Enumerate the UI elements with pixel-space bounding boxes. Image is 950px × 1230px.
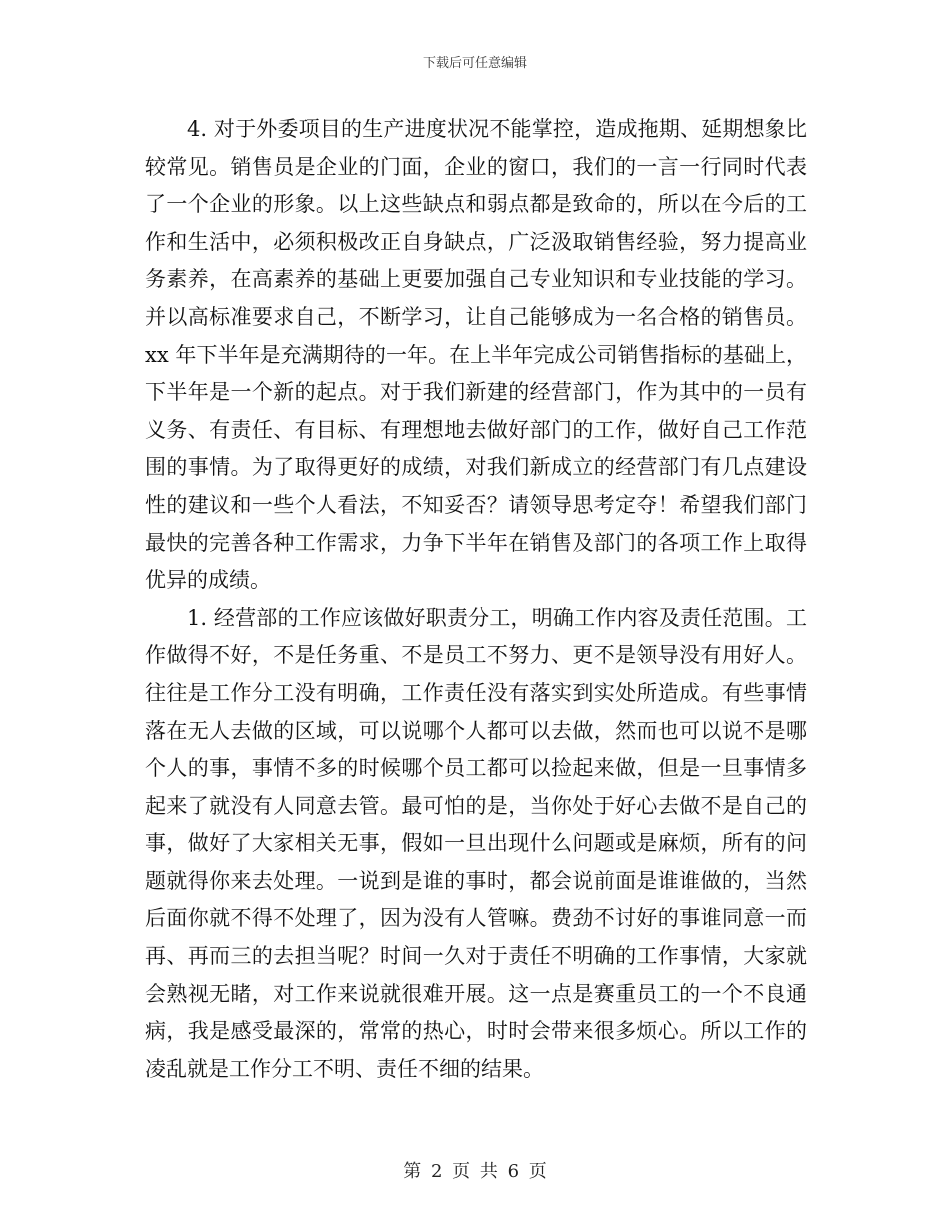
paragraph-2: 1. 经营部的工作应该做好职责分工，明确工作内容及责任范围。工作做得不好，不是任务重、不是员工不努力、更不是领导没有用好人。往往是工作分工没有明确，工作责任没有落实到实处所造成。有些事情落在无人去做的区域，可以说哪个人都可以去做，然而也可以说不是哪个人的事，事情不多的时候哪个员工都可以捡起来做，但是一旦事情多起来了就没有人同意去管。最可怕的是，当你处于好心去做不是自己的事，做好了大家相关无事，假如一旦出现什么问题或是麻烦，所有的问题就得你来去处理。一说到是谁的事时，都会说前面是谁谁做的，当然后面你就不得不处理了，因为没有人管嘛。费劲不讨好的事谁同意一而再、再而三的去担当呢？时间一久对于责任不明确的工作事情，大家就会熟视无睹，对工作来说就很难开展。这一点是赛重员工的一个不良通病，我是感受最深的，常常的热心，时时会带来很多烦心。所以工作的凌乱就是工作分工不明、责任不细的结果。 [145, 605, 807, 1081]
page-header: 下载后可任意编辑 [422, 56, 527, 71]
paragraph-1: 4. 对于外委项目的生产进度状况不能掌控，造成拖期、延期想象比较常见。销售员是企业的门面，企业的窗口，我们的一言一行同时代表了一个企业的形象。以上这些缺点和弱点都是致命的，所以在今后的工作和生活中，必须积极改正自身缺点，广泛汲取销售经验，努力提高业务素养，在高素养的基础上更要加强自己专业知识和专业技能的学习。并以高标准要求自己，不断学习，让自己能够成为一名合格的销售员。xx 年下半年是充满期待的一年。在上半年完成公司销售指标的基础上，下半年是一个新的起点。对于我们新建的经营部门，作为其中的一员有义务、有责任、有目标、有理想地去做好部门的工作，做好自己工作范围的事情。为了取得更好的成绩，对我们新成立的经营部门有几点建设性的建议和一些个人看法，不知妥否？请领导思考定夺！希望我们部门最快的完善各种工作需求，力争下半年在销售及部门的各项工作上取得优异的成绩。 [145, 117, 807, 593]
page-footer: 第 2 页 共 6 页 [403, 1161, 547, 1182]
document-body [145, 111, 807, 1088]
